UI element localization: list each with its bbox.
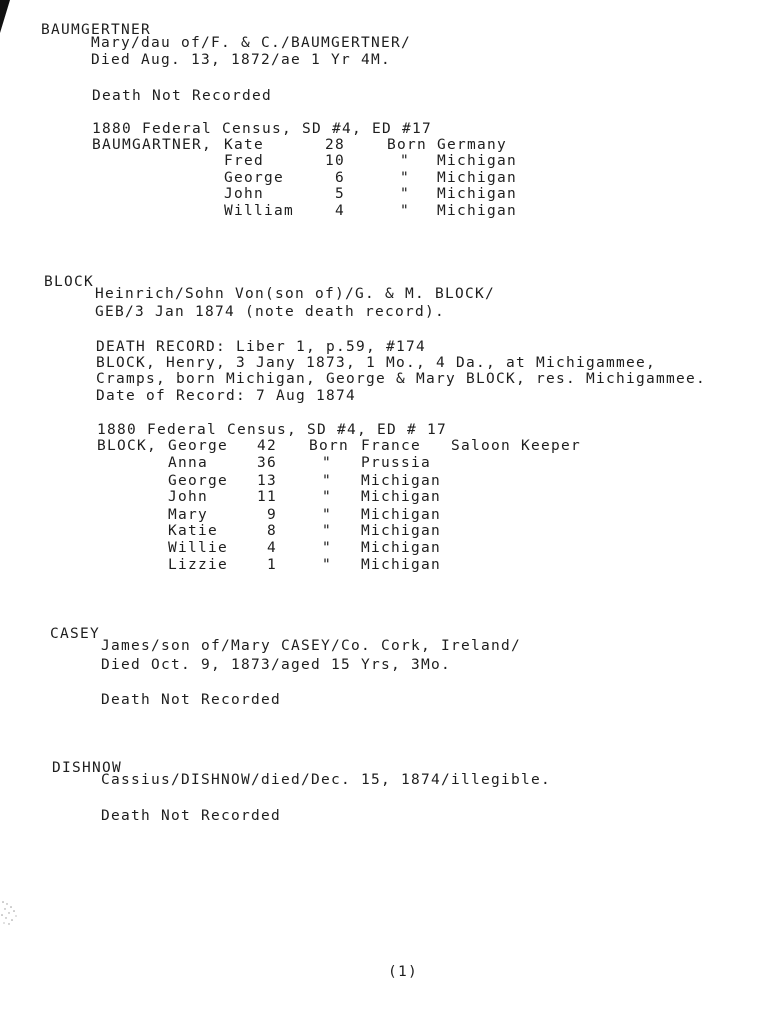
member-name: Anna: [168, 455, 208, 471]
census-row: [0, 488, 770, 506]
record-line: Heinrich/Sohn Von(son of)/G. & M. BLOCK/: [95, 286, 495, 302]
birthplace: Michigan: [361, 507, 441, 523]
birthplace: Michigan: [437, 203, 517, 219]
record-line: GEB/3 Jan 1874 (note death record).: [95, 304, 445, 320]
member-name: Kate: [224, 137, 264, 153]
member-age: 9: [267, 507, 277, 523]
census-heading: 1880 Federal Census, SD #4, ED #17: [92, 121, 432, 137]
ditto-mark: ": [322, 540, 332, 556]
death-status: Death Not Recorded: [101, 692, 281, 708]
census-row: [0, 454, 770, 472]
birthplace: Michigan: [361, 557, 441, 573]
member-name: Fred: [224, 153, 264, 169]
member-name: Mary: [168, 507, 208, 523]
member-age: 6: [335, 170, 345, 186]
ditto-mark: ": [400, 203, 410, 219]
birthplace: Michigan: [437, 186, 517, 202]
member-name: Lizzie: [168, 557, 228, 573]
member-age: 1: [267, 557, 277, 573]
member-age: 4: [335, 203, 345, 219]
member-age: 42: [257, 438, 277, 454]
member-age: 5: [335, 186, 345, 202]
household-name: BAUMGARTNER,: [92, 137, 212, 153]
census-row: [0, 539, 770, 557]
ditto-mark: ": [322, 489, 332, 505]
record-line: Died Oct. 9, 1873/aged 15 Yrs, 3Mo.: [101, 657, 451, 673]
death-record-line: Cramps, born Michigan, George & Mary BLOCK, res. Michigammee.: [96, 371, 706, 387]
member-age: 10: [325, 153, 345, 169]
birthplace: Prussia: [361, 455, 431, 471]
birthplace: Michigan: [361, 540, 441, 556]
record-line: Cassius/DISHNOW/died/Dec. 15, 1874/illegible.: [101, 772, 551, 788]
ditto-mark: ": [322, 523, 332, 539]
birthplace: Germany: [437, 137, 507, 153]
death-record-line: DEATH RECORD: Liber 1, p.59, #174: [96, 339, 426, 355]
entry-surname: DISHNOW: [52, 760, 122, 776]
member-age: 8: [267, 523, 277, 539]
census-row: [0, 522, 770, 540]
member-name: Katie: [168, 523, 218, 539]
member-name: John: [224, 186, 264, 202]
census-row: [0, 437, 770, 455]
member-age: 11: [257, 489, 277, 505]
birthplace: France: [361, 438, 421, 454]
birth-marker: Born: [309, 438, 349, 454]
birthplace: Michigan: [437, 170, 517, 186]
page-number: (1): [388, 964, 418, 980]
ditto-mark: ": [322, 507, 332, 523]
death-status: Death Not Recorded: [92, 88, 272, 104]
ditto-mark: ": [322, 473, 332, 489]
census-row: [0, 202, 770, 220]
census-row: [0, 556, 770, 574]
member-name: George: [168, 438, 228, 454]
member-name: George: [168, 473, 228, 489]
birthplace: Michigan: [361, 489, 441, 505]
ditto-mark: ": [322, 557, 332, 573]
entry-surname: BAUMGERTNER: [41, 22, 151, 38]
census-row: [0, 185, 770, 203]
member-name: William: [224, 203, 294, 219]
ditto-mark: ": [322, 455, 332, 471]
ditto-mark: ": [400, 153, 410, 169]
record-line: Died Aug. 13, 1872/ae 1 Yr 4M.: [91, 52, 391, 68]
record-line: James/son of/Mary CASEY/Co. Cork, Ireland/: [101, 638, 521, 654]
entry-surname: BLOCK: [44, 274, 94, 290]
death-record-line: Date of Record: 7 Aug 1874: [96, 388, 356, 404]
death-status: Death Not Recorded: [101, 808, 281, 824]
birthplace: Michigan: [361, 473, 441, 489]
scan-edge-mark: [0, 0, 12, 36]
ditto-mark: ": [400, 186, 410, 202]
member-age: 13: [257, 473, 277, 489]
census-heading: 1880 Federal Census, SD #4, ED # 17: [97, 422, 447, 438]
death-record-line: BLOCK, Henry, 3 Jany 1873, 1 Mo., 4 Da., at Michigammee,: [96, 355, 656, 371]
member-age: 4: [267, 540, 277, 556]
member-name: George: [224, 170, 284, 186]
birthplace: Michigan: [361, 523, 441, 539]
scan-speckle: [0, 898, 22, 928]
birth-marker: Born: [387, 137, 427, 153]
ditto-mark: ": [400, 170, 410, 186]
member-age: 28: [325, 137, 345, 153]
entry-surname: CASEY: [50, 626, 100, 642]
member-name: Willie: [168, 540, 228, 556]
occupation: Saloon Keeper: [451, 438, 581, 454]
census-row: [0, 152, 770, 170]
birthplace: Michigan: [437, 153, 517, 169]
household-name: BLOCK,: [97, 438, 157, 454]
member-age: 36: [257, 455, 277, 471]
member-name: John: [168, 489, 208, 505]
record-line: Mary/dau of/F. & C./BAUMGERTNER/: [91, 35, 411, 51]
